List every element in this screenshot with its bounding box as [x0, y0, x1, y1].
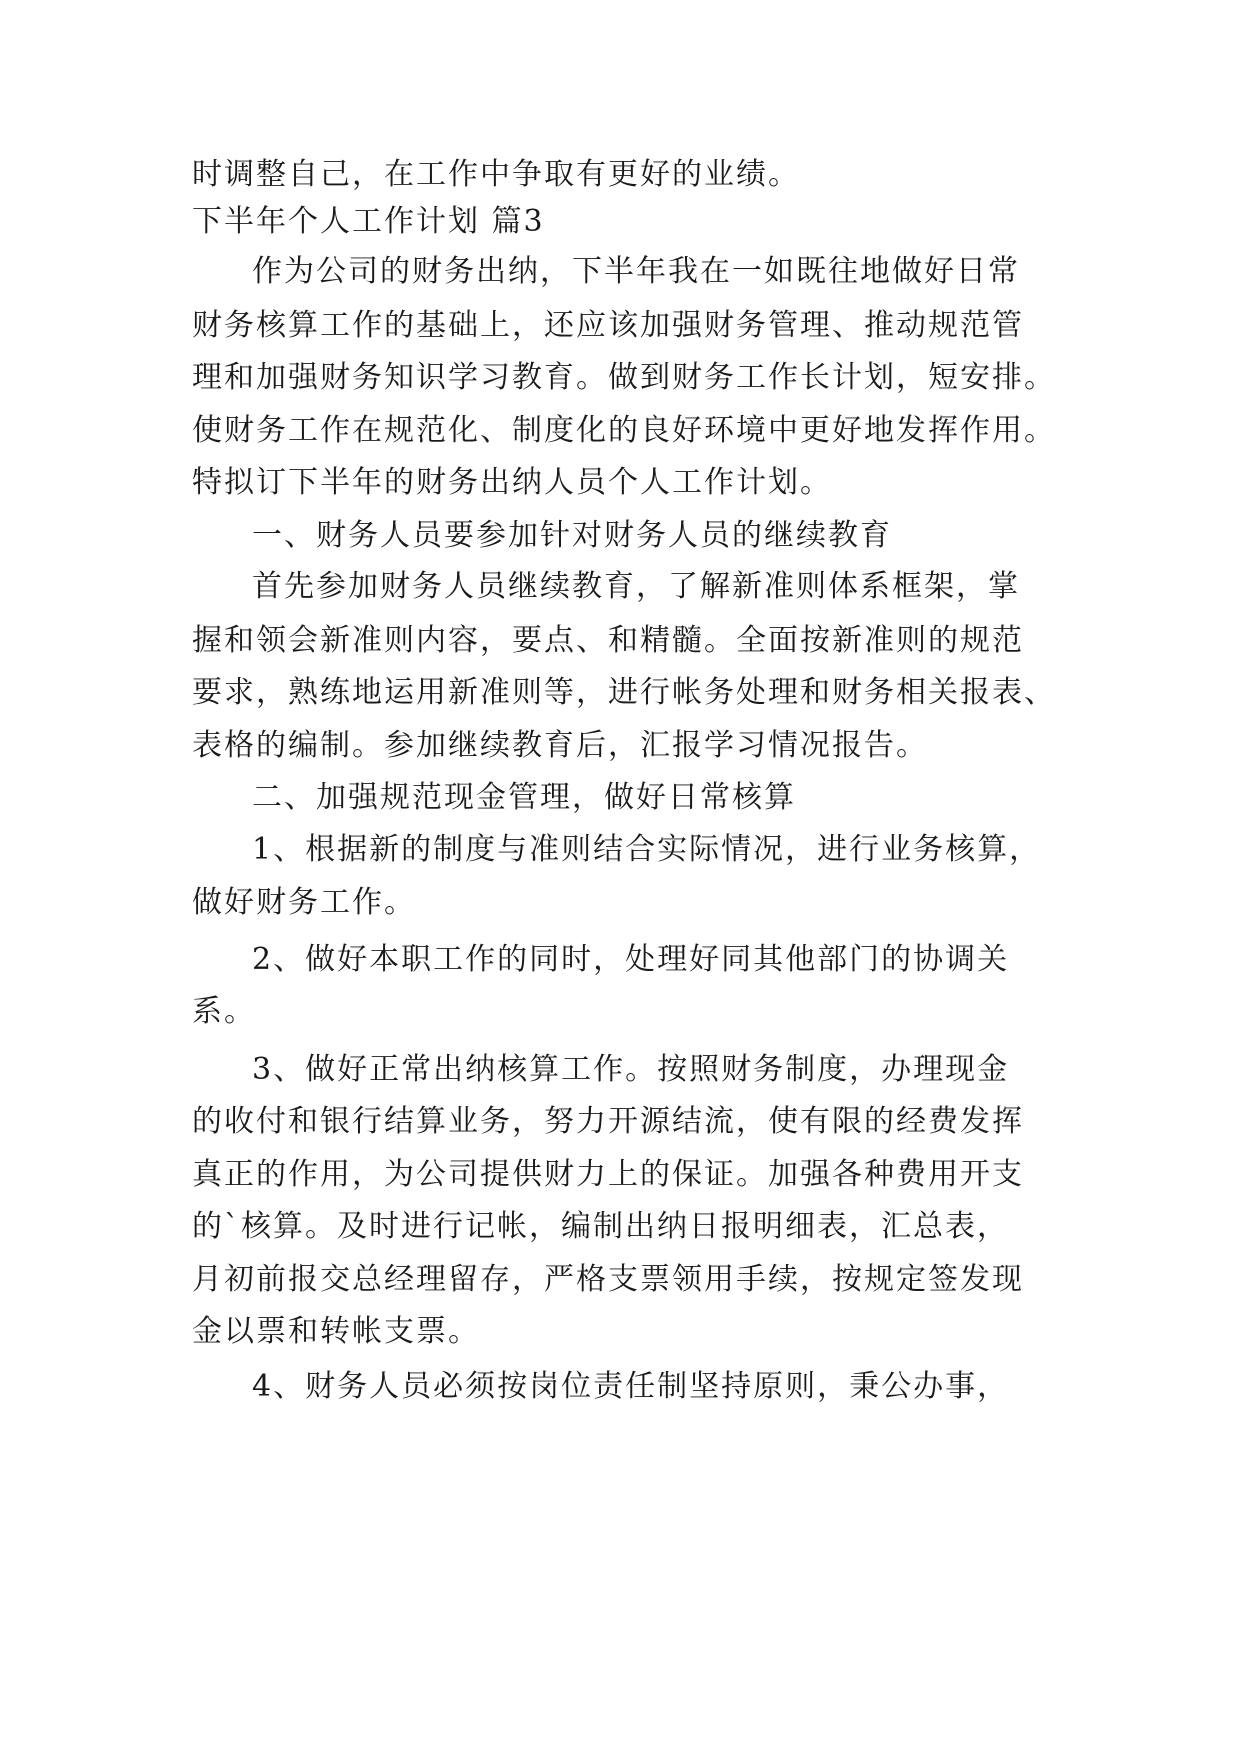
- subheading: 一、财务人员要参加针对财务人员的继续教育: [252, 518, 892, 553]
- paragraph-line: 时调整自己，在工作中争取有更好的业绩。: [192, 157, 800, 192]
- paragraph-line: 月初前报交总经理留存，严格支票领用手续，按规定签发现: [192, 1262, 1024, 1297]
- paragraph-line: 1、根据新的制度与准则结合实际情况，进行业务核算，: [252, 832, 1042, 867]
- paragraph-line: 4、财务人员必须按岗位责任制坚持原则，秉公办事，: [252, 1369, 1010, 1404]
- paragraph-line: 理和加强财务知识学习教育。做到财务工作长计划，短安排。: [192, 360, 1056, 395]
- paragraph-line: 首先参加财务人员继续教育，了解新准则体系框架，掌: [252, 569, 1020, 604]
- paragraph-line: 的`核算。及时进行记帐，编制出纳日报明细表，汇总表，: [192, 1209, 1009, 1244]
- paragraph-line: 3、做好正常出纳核算工作。按照财务制度，办理现金: [252, 1052, 1010, 1087]
- section-heading: 下半年个人工作计划 篇3: [192, 204, 545, 239]
- paragraph-line: 作为公司的财务出纳，下半年我在一如既往地做好日常: [252, 254, 1020, 289]
- paragraph-line: 的收付和银行结算业务，努力开源结流，使有限的经费发挥: [192, 1104, 1024, 1139]
- paragraph-line: 财务核算工作的基础上，还应该加强财务管理、推动规范管: [192, 308, 1024, 343]
- paragraph-line: 做好财务工作。: [192, 885, 416, 920]
- subheading: 二、加强规范现金管理，做好日常核算: [252, 780, 796, 815]
- paragraph-line: 使财务工作在规范化、制度化的良好环境中更好地发挥作用。: [192, 413, 1056, 448]
- paragraph-line: 系。: [192, 994, 256, 1029]
- paragraph-line: 2、做好本职工作的同时，处理好同其他部门的协调关: [252, 942, 1010, 977]
- paragraph-line: 表格的编制。参加继续教育后，汇报学习情况报告。: [192, 728, 928, 763]
- paragraph-line: 要求，熟练地运用新准则等，进行帐务处理和财务相关报表、: [192, 675, 1056, 710]
- paragraph-line: 真正的作用，为公司提供财力上的保证。加强各种费用开支: [192, 1157, 1024, 1192]
- paragraph-line: 金以票和转帐支票。: [192, 1314, 480, 1349]
- paragraph-line: 握和领会新准则内容，要点、和精髓。全面按新准则的规范: [192, 623, 1024, 658]
- paragraph-line: 特拟订下半年的财务出纳人员个人工作计划。: [192, 465, 832, 500]
